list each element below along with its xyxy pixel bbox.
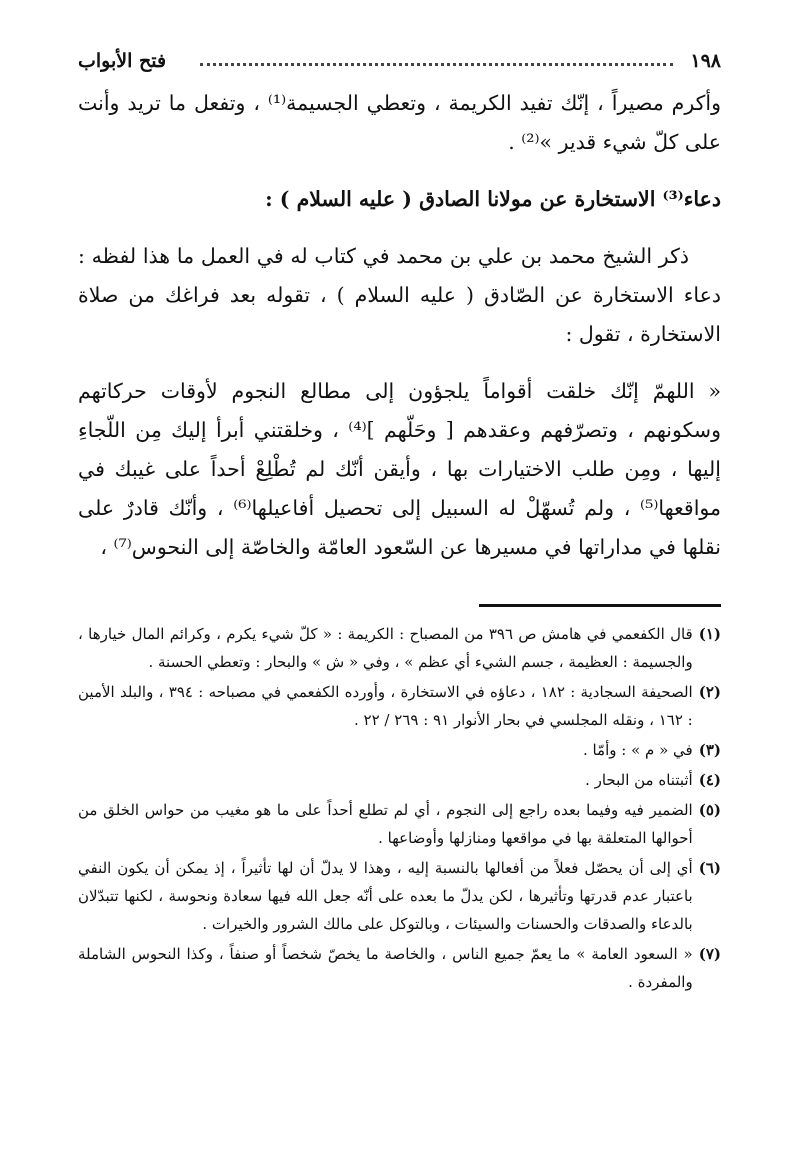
paragraph-continuation: وأكرم مصيراً ، إنّك تفيد الكريمة ، وتعطي الجسيمة⁽¹⁾ ، وتفعل ما تريد وأنت على كلّ شيء قدير »⁽²⁾ .: [78, 91, 722, 154]
page-number: ١٩٨: [690, 50, 721, 72]
footnotes: [78, 620, 721, 998]
footnote-text: « السعود العامة » ما يعمّ جميع الناس ، والخاصة ما يخصّ شخصاً أو صنفاً ، وكذا النحوس الشاملة والمفردة .: [78, 945, 693, 991]
footnote-number: (٥): [698, 801, 721, 819]
footnote: [78, 940, 721, 996]
page: [78, 50, 721, 567]
footnote: [78, 736, 721, 764]
footnote-number: (١): [698, 625, 721, 643]
footnote: [78, 678, 721, 734]
footnote: [78, 620, 721, 676]
footnote-text: قال الكفعمي في هامش ص ٣٩٦ من المصباح : الكريمة : « كلّ شيء يكرم ، وكرائم المال خيارها ، والجسيمة : العظيمة ، جسم الشيء أي عظم » ، وفي « ش » والبحار : وتعطي الحسنة .: [78, 625, 693, 671]
section-heading: دعاء⁽³⁾ الاستخارة عن مولانا الصادق ( عليه السلام ) :: [265, 187, 721, 211]
footnote: [78, 796, 721, 852]
footnote-number: (٣): [698, 741, 721, 759]
footnote-number: (٤): [698, 771, 721, 789]
running-header: [78, 50, 721, 84]
footnote-number: (٧): [698, 945, 721, 963]
running-title: فتح الأبواب: [78, 50, 167, 72]
paragraph-prayer: « اللهمّ إنّك خلقت أقواماً يلجؤون إلى مطالع النجوم لأوقات حركاتهم وسكونهم ، وتصرّفهم وعقدهم [ وحَلّهم ]⁽⁴⁾ ، وخلقتني أبرأ إليك مِن اللّجاءِ إليها ، ومِن طلب الاختيارات بها ، وأيقن أنّك لم تُطْلِعْ أحداً على غيبك في مواقعها⁽⁵⁾ ، ولم تُسهّلْ له السبيل إلى تحصيل أفاعيلها⁽⁶⁾ ، وأنّك قادرٌ على نقلها في مداراتها في مسيرها عن السّعود العامّة والخاصّة إلى النحوس⁽⁷⁾ ،: [78, 379, 721, 559]
main-text: [78, 84, 721, 567]
footnote-text: الصحيفة السجادية : ١٨٢ ، دعاؤه في الاستخارة ، وأورده الكفعمي في مصباحه : ٣٩٤ ، والبلد الأمين : ١٦٢ ، ونقله المجلسي في بحار الأنوار ٩١ : ٢٦٩ / ٢٢ .: [78, 683, 693, 729]
footnote-separator: [479, 604, 721, 607]
header-leader-dots: [200, 63, 673, 66]
footnote-text: الضمير فيه وفيما بعده راجع إلى النجوم ، أي لم تطلع أحداً على ما هو مغيب من حواس الخلق من أحوالها المتعلقة بها في مواقعها ومنازلها وأوضاعها .: [78, 801, 693, 847]
footnote-number: (٦): [698, 859, 721, 877]
footnote-text: في « م » : وأمّا .: [582, 741, 693, 759]
footnote-text: أثبتناه من البحار .: [585, 771, 693, 789]
footnote: [78, 766, 721, 794]
paragraph-intro: ذكر الشيخ محمد بن علي بن محمد في كتاب له في العمل ما هذا لفظه : دعاء الاستخارة عن الصّادق ( عليه السلام ) ، تقوله بعد فراغك من صلاة الاستخارة ، تقول :: [78, 244, 721, 346]
footnote-number: (٢): [698, 683, 721, 701]
footnote: [78, 854, 721, 938]
footnote-text: أي إلى أن يحصّل فعلاً من أفعالها بالنسبة إليه ، وهذا لا يدلّ أن لها تأثيراً ، إذ يمكن أن يكون النفي باعتبار عدم قدرتها وتأثيرها ، لكن يدلّ ما بعده على أنّه جعل الله فيها سعادة ونحوسة ، لكنها تتبدّلان بالدعاء والصدقات والحسنات والسيئات ، وبالتوكل على مالك الشرور والخيرات .: [78, 859, 693, 933]
